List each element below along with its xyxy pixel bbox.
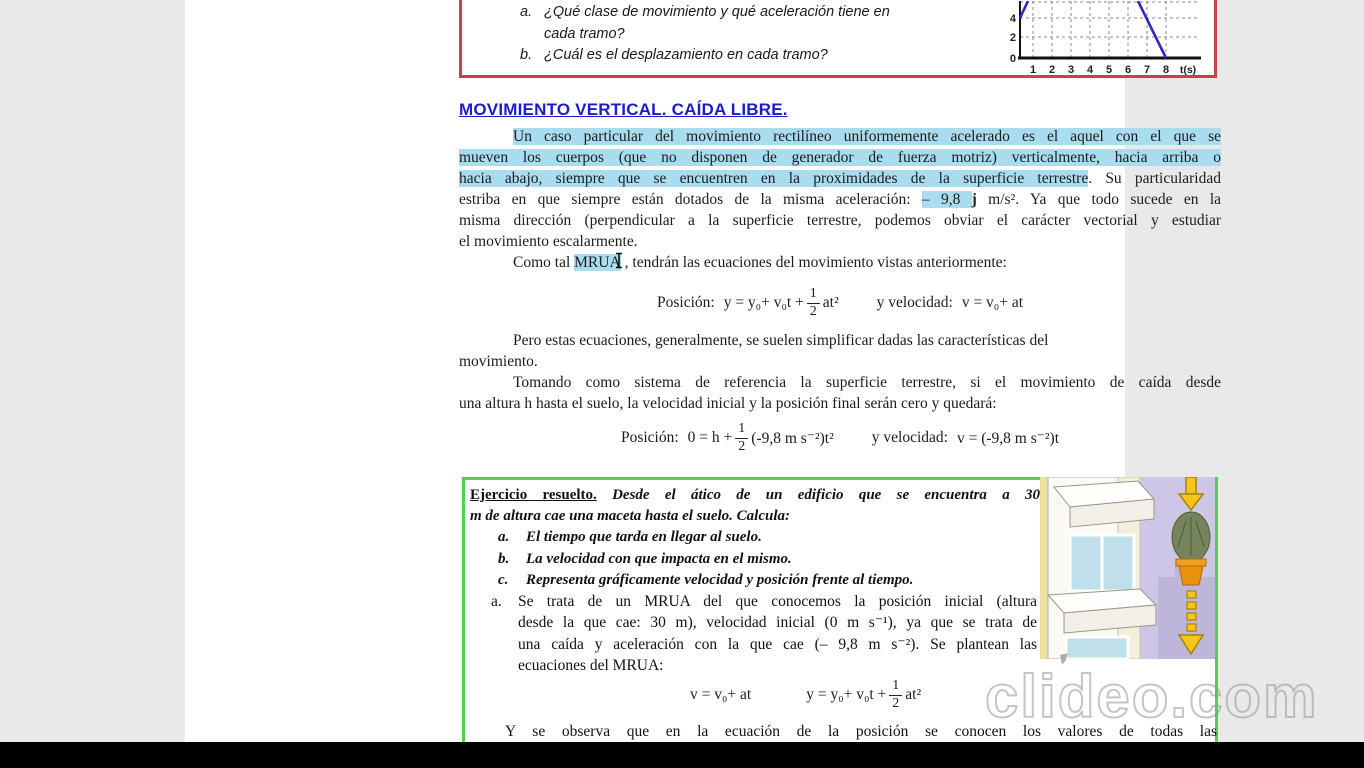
solution-line: a. Se trata de un MRUA del que conocemos la posición inicial (altura (491, 593, 1037, 610)
question-b-label: b. (520, 47, 533, 63)
position-equation: y = y₀+ v₀t + $\frac{1}{2}$ at² (806, 677, 922, 711)
text-cursor-icon (613, 252, 625, 269)
highlighted-text: hacia abajo, siempre que se encuentren en la proximidades de la superficie terrestre (459, 170, 1089, 187)
x-axis-label: t(s) (1179, 64, 1197, 76)
y-tick-4: 4 (1009, 13, 1016, 25)
solution-line: una caída y aceleración con la que cae (– 9,8 m s⁻²). Se plantean las (518, 636, 1037, 653)
exercise-item-a: a. El tiempo que tarda en llegar al suelo. (498, 529, 762, 545)
x-tick-8: 8 (1162, 64, 1170, 76)
x-tick-3: 3 (1067, 64, 1075, 76)
exercise-statement: Desde el ático de un edificio que se encuentra a 30 (596, 487, 1040, 503)
prompt-box (459, 0, 1217, 78)
velocity-time-graph (1007, 1, 1215, 78)
plain-text: . Su particularidad (1088, 170, 1221, 187)
paragraph-line (459, 147, 1221, 168)
fraction-one-half: $\frac{1}{2}$ (807, 287, 820, 319)
paragraph-line: Pero estas ecuaciones, generalmente, se suelen simplificar dadas las características del (513, 332, 1049, 349)
equation-text: y = y₀+ v₀t + (723, 294, 804, 311)
exercise-item-c: c. Representa gráficamente velocidad y posición frente al tiempo. (498, 572, 914, 588)
question-b (520, 47, 828, 63)
equation-label: Posición: (620, 429, 679, 446)
highlighted-acceleration-value: – 9,8 (921, 191, 972, 208)
fraction-one-half: $\frac{1}{2}$ (889, 679, 902, 711)
plain-text: , tendrán las ecuaciones del movimiento vistas anteriormente: (624, 254, 1007, 271)
exercise-intro-line2: m de altura cae una maceta hasta el suelo. Calcula: (470, 508, 791, 524)
equation-label: Posición: (656, 294, 715, 311)
paragraph-line (459, 168, 1221, 189)
solution-line: ecuaciones del MRUA: (518, 657, 664, 674)
question-a-text: ¿Qué clase de movimiento y qué aceleración tiene en (544, 4, 890, 20)
building-illustration (1040, 477, 1215, 659)
equation-text: at² (822, 294, 839, 311)
paragraph-line: movimiento. (459, 353, 538, 370)
window-bottom (1066, 637, 1128, 659)
position-velocity-equation (459, 281, 1221, 325)
x-tick-5: 5 (1105, 64, 1113, 76)
x-tick-1: 1 (1029, 64, 1037, 76)
highlighted-text: Un caso particular del movimiento rectilíneo uniformemente acelerado es el aquel con el que se (513, 128, 1221, 145)
letterbox-bar (0, 742, 1364, 768)
highlighted-text: mueven los cuerpos (que no disponen de generador de fuerza motriz) verticalmente, hacia arriba o (459, 149, 1221, 166)
section-title: MOVIMIENTO VERTICAL. CAÍDA LIBRE. (459, 100, 788, 119)
velocity-equation: v = v₀+ at (690, 686, 752, 703)
question-a-text-line2: cada tramo? (544, 26, 625, 42)
plain-text: m/s². Ya que todo sucede en la (976, 191, 1222, 208)
paragraph-line (459, 252, 1221, 273)
exercise-title: Ejercicio resuelto. (470, 487, 597, 503)
x-tick-7: 7 (1143, 64, 1151, 76)
question-b-text: ¿Cuál es el desplazamiento en cada tramo? (544, 47, 828, 63)
paragraph-line (459, 126, 1221, 147)
balcony-bottom (1048, 589, 1156, 633)
selected-word-mrua[interactable]: MRUA (574, 254, 621, 271)
paragraph-line: una altura h hasta el suelo, la velocidad inicial y la posición final serán cero y quedará: (459, 395, 997, 412)
y-tick-0: 0 (1009, 53, 1016, 65)
question-a (520, 4, 890, 20)
simplified-equation (459, 416, 1221, 460)
paragraph-line (459, 189, 1221, 210)
paragraph-line: el movimiento escalarmente. (459, 233, 638, 250)
grid-lines (1020, 1, 1197, 58)
velocity-line (1020, 1, 1166, 58)
equation-text: v = v₀+ at (961, 294, 1024, 311)
mrua-equations (690, 673, 921, 717)
paragraph-line: Tomando como sistema de referencia la superficie terrestre, si el movimiento de caída desde (513, 374, 1221, 391)
vector-j-symbol: j (971, 191, 977, 208)
question-a-label: a. (520, 4, 533, 20)
x-tick-6: 6 (1124, 64, 1132, 76)
x-tick-2: 2 (1048, 64, 1056, 76)
equation-label: y velocidad: (876, 294, 953, 311)
equation-label: y velocidad: (871, 429, 948, 446)
exercise-item-b: b. La velocidad con que impacta en el mismo. (498, 551, 792, 567)
solution-line: desde la que cae: 30 m), velocidad inicial (0 m s⁻¹), ya que se trata de (518, 614, 1037, 631)
equation-text: (-9,8 m s⁻²)t² (751, 429, 834, 447)
y-tick-2: 2 (1009, 32, 1016, 44)
solution-continuation-line: Y se observa que en la ecuación de la posición se conocen los valores de todas las (505, 723, 1217, 740)
x-tick-4: 4 (1086, 64, 1094, 76)
watermark: clideo.com (985, 663, 1319, 730)
plain-text: Como tal (513, 254, 575, 271)
paragraph-line: misma dirección (perpendicular a la superficie terrestre, podemos obviar el carácter vectorial y estudiar (459, 212, 1221, 229)
fraction-one-half: $\frac{1}{2}$ (735, 422, 748, 454)
equation-text: 0 = h + (687, 429, 733, 446)
plain-text: estriba en que siempre están dotados de la misma aceleración: (459, 191, 922, 208)
equation-text: v = (-9,8 m s⁻²)t (956, 429, 1060, 447)
exercise-intro-line1 (470, 485, 1040, 506)
